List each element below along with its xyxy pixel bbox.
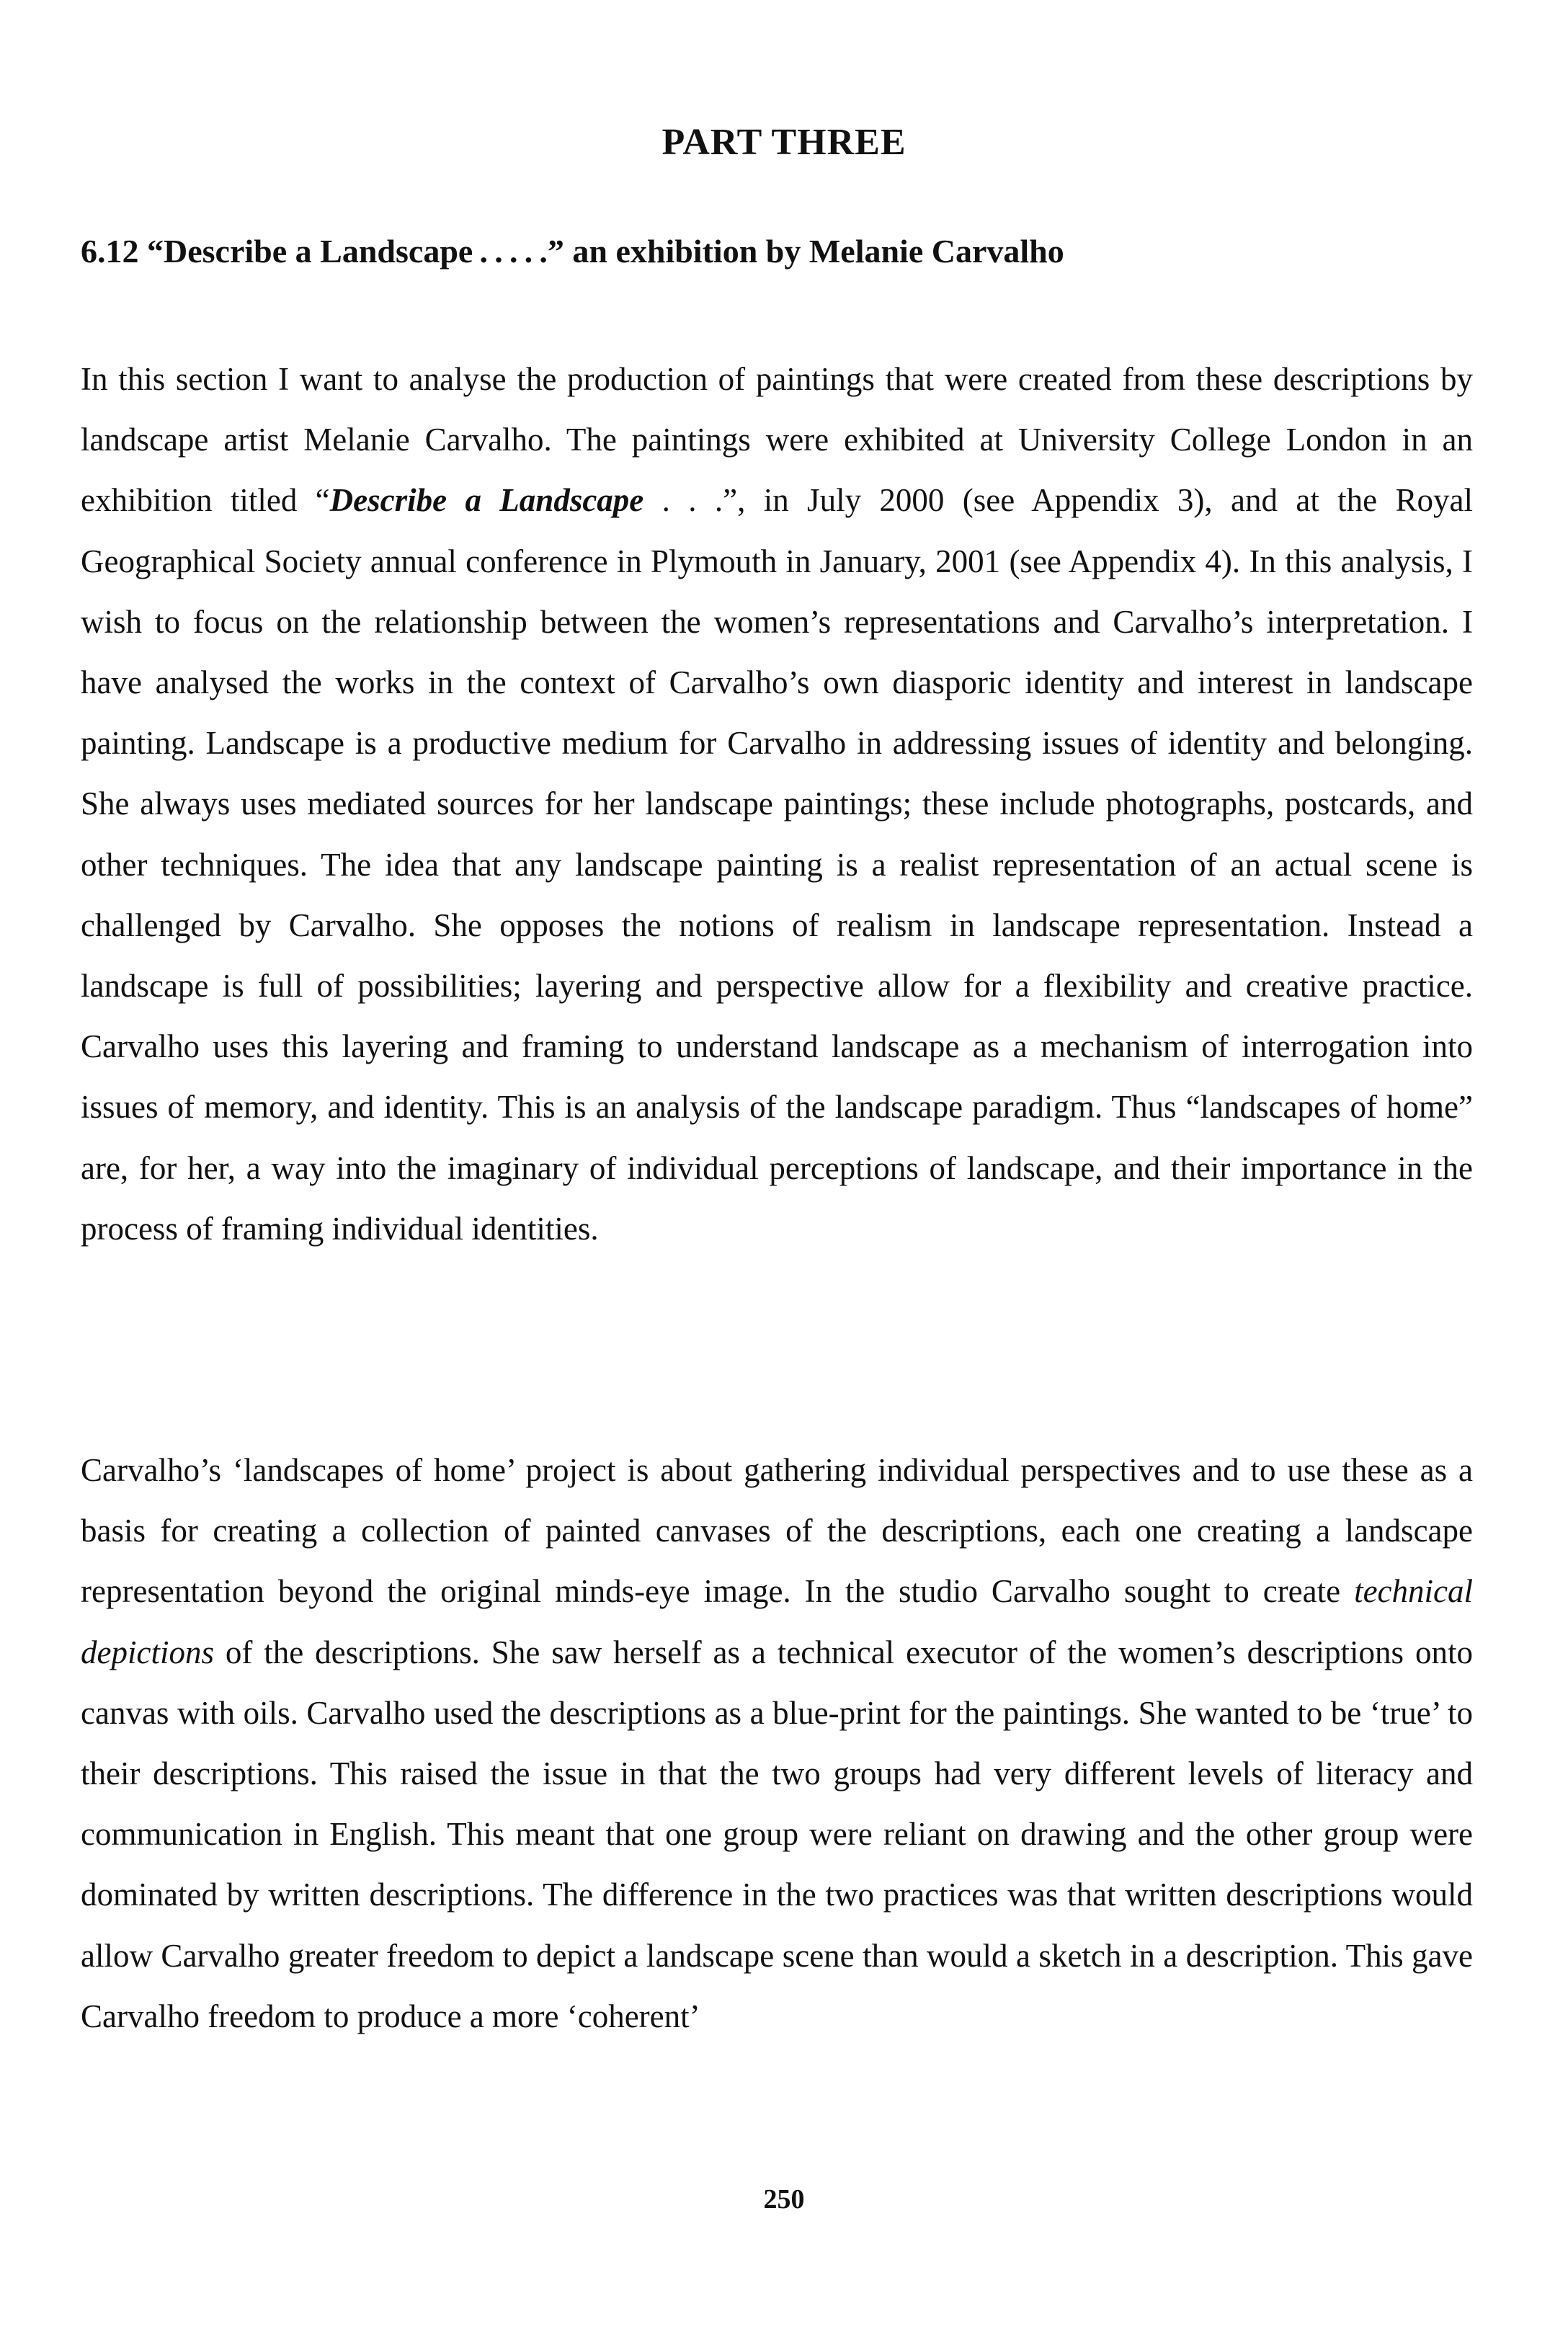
exhibition-title: Describe a Landscape [329,482,644,519]
page-number: 250 [763,2184,805,2214]
part-heading: PART THREE [662,122,906,163]
paragraph-1-text-start: In this section I want to analyse the production of paintings that were created from these descriptions by landscape artist Melanie Carvalho. The paintings were exhibited at University College London in an exhibition titled “ [81,361,1473,519]
technical-depictions-emphasis: technical depictions [81,1573,1473,1670]
paragraph-1 [81,349,1473,1259]
paragraph-2-text-start: Carvalho’s ‘landscapes of home’ project is about gathering individual perspectives and to use these as a basis for creating a collection of painted canvases of the descriptions, each one creating a landscape representation beyond the original minds-eye image. In the studio Carvalho sought to create [81,1452,1473,1610]
paragraph-2-text-end: of the descriptions. She saw herself as a technical executor of the women’s descriptions onto canvas with oils. Carvalho used the descriptions as a blue-print for the paintings. She wanted to be ‘true’ to their descriptions. This raised the issue in that the two groups had very different levels of literacy and communication in English. This meant that one group were reliant on drawing and the other group were dominated by written descriptions. The difference in the two practices was that written descriptions would allow Carvalho greater freedom to depict a landscape scene than would a sketch in a description. This gave Carvalho freedom to produce a more ‘coherent’ [81,1634,1473,2034]
paragraph-2 [81,1440,1473,2047]
section-heading: 6.12 “Describe a Landscape . . . . .” an exhibition by Melanie Carvalho [81,233,1064,270]
paragraph-1-text-end: . . .”, in July 2000 (see Appendix 3), and at the Royal Geographical Society annual conference in Plymouth in January, 2001 (see Appendix 4). In this analysis, I wish to focus on the relationship between the women’s representations and Carvalho’s interpretation. I have analysed the works in the context of Carvalho’s own diasporic identity and interest in landscape painting. Landscape is a productive medium for Carvalho in addressing issues of identity and belonging. She always uses mediated sources for her landscape paintings; these include photographs, postcards, and other techniques. The idea that any landscape painting is a realist representation of an actual scene is challenged by Carvalho. She opposes the notions of realism in landscape representation. Instead a landscape is full of possibilities; layering and perspective allow for a flexibility and creative practice. Carvalho uses this layering and framing to understand landscape as a mechanism of interrogation into issues of memory, and identity. This is an analysis of the landscape paradigm. Thus “landscapes of home” are, for her, a way into the imaginary of individual perceptions of landscape, and their importance in the process of framing individual identities. [81,482,1473,1247]
